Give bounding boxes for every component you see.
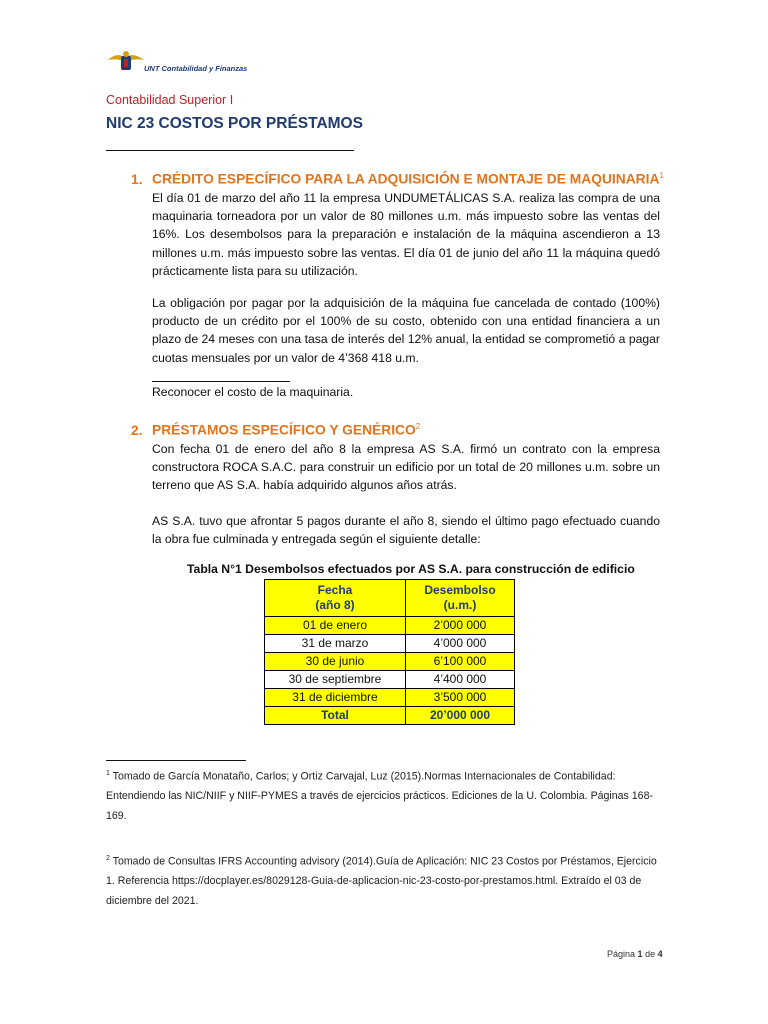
section1-title: CRÉDITO ESPECÍFICO PARA LA ADQUISICIÓN E MONTAJE DE MAQUINARIA — [152, 171, 660, 187]
table-row — [265, 689, 515, 707]
footnote-2-number: 2 — [106, 855, 110, 862]
footnote-1-number: 1 — [106, 770, 110, 777]
table-total-label: Total — [265, 707, 406, 725]
page-number — [607, 949, 663, 959]
column-header-amount-line2: (u.m.) — [443, 598, 477, 612]
table-cell-date: 30 de septiembre — [265, 671, 406, 689]
column-header-date-line1: Fecha — [317, 582, 353, 597]
table-row — [265, 617, 515, 635]
section2-paragraph-1: Con fecha 01 de enero del año 8 la empresa AS S.A. firmó un contrato con la empresa constructora ROCA S.A.C. para construir un edificio por un total de 20 millones u.m. sobre un terreno que AS S.A. había adquirido algunos años atrás. — [152, 442, 660, 493]
section2-heading — [131, 422, 420, 438]
section1-number: 1. — [131, 171, 143, 187]
table-cell-amount: 6’100 000 — [406, 653, 515, 671]
page-of: de — [645, 949, 656, 959]
course-name: Contabilidad Superior I — [106, 93, 234, 107]
column-header-amount — [406, 580, 515, 617]
column-header-amount-line1: Desembolso — [424, 582, 496, 597]
section1-paragraph-2: La obligación por pagar por la adquisición de la máquina fue cancelada de contado (100%) producto de un crédito por el 100% de su costo, obtenido con una entidad financiera a un plazo de 24 meses con una tasa de interés del 12% anual, la entidad se comprometió a pagar cuotas mensuales por un valor de 4’368 418 u.m. — [152, 296, 660, 365]
section1-paragraph-1: El día 01 de marzo del año 11 la empresa UNDUMETÁLICAS S.A. realiza las compra de una maquinaria torneadora por un valor de 80 millones u.m. más impuesto sobre las ventas del 16%. Los desembolsos para la preparación e instalación de la máquina ascendieron a 13 millones u.m. más impuesto sobre las ventas. El día 01 de junio del año 11 la máquina quedó prácticamente lista para su utilización. — [152, 191, 660, 278]
table-cell-amount: 4’000 000 — [406, 635, 515, 653]
table-cell-amount: 3’500 000 — [406, 689, 515, 707]
table-cell-date: 31 de marzo — [265, 635, 406, 653]
table-row — [265, 671, 515, 689]
task-divider — [152, 381, 290, 382]
title-divider — [106, 150, 354, 151]
table-row — [265, 635, 515, 653]
footnote-ref-2[interactable]: 2 — [415, 422, 421, 431]
table-cell-date: 31 de diciembre — [265, 689, 406, 707]
section2-number: 2. — [131, 422, 143, 438]
table-row — [265, 653, 515, 671]
page-word: Página — [607, 949, 636, 959]
university-logo — [106, 48, 256, 78]
footnote-divider — [106, 760, 246, 761]
table-cell-amount: 2’000 000 — [406, 617, 515, 635]
section1-heading — [131, 171, 664, 187]
section2-paragraph-2: AS S.A. tuvo que afrontar 5 pagos durante el año 8, siendo el último pago efectuado cuando la obra fue culminada y entregada según el siguiente detalle: — [152, 514, 660, 547]
table-cell-date: 30 de junio — [265, 653, 406, 671]
column-header-date — [265, 580, 406, 617]
page-current: 1 — [637, 949, 643, 959]
footnote-2 — [106, 849, 668, 911]
column-header-date-line2: (año 8) — [315, 598, 355, 612]
table-header-row — [265, 580, 515, 617]
table-caption: Tabla N°1 Desembolsos efectuados por AS S.A. para construcción de edificio — [187, 562, 635, 576]
page-total: 4 — [657, 949, 663, 959]
disbursement-table — [264, 579, 515, 725]
footnote-1-text: Tomado de García Monataño, Carlos; y Ortiz Carvajal, Luz (2015).Normas Internacionales de Contabilidad: Entendiendo las NIC/NIIF y NIIF-PYMES a través de ejercicios prácticos. Ediciones de la U. Colombia. Páginas 168-169. — [106, 770, 653, 822]
table-cell-amount: 4’400 000 — [406, 671, 515, 689]
section2-title: PRÉSTAMOS ESPECÍFICO Y GENÉRICO — [152, 422, 416, 438]
footnote-1 — [106, 764, 668, 826]
section1-task: Reconocer el costo de la maquinaria. — [152, 385, 354, 399]
crest-icon — [106, 48, 146, 76]
table-total-row — [265, 707, 515, 725]
table-cell-date: 01 de enero — [265, 617, 406, 635]
logo-text: UNT Contabilidad y Finanzas — [144, 64, 248, 73]
footnote-2-text: Tomado de Consultas IFRS Accounting advisory (2014).Guía de Aplicación: NIC 23 Costos por Préstamos, Ejercicio 1. Referencia https://docplayer.es/8029128-Guia-de-aplicacion-nic-23-costo-por-prestamos.html. Extraído el 03 de diciembre del 2021. — [106, 855, 657, 907]
footnote-ref-1[interactable]: 1 — [659, 171, 664, 180]
table-total-value: 20’000 000 — [406, 707, 515, 725]
page-title: NIC 23 COSTOS POR PRÉSTAMOS — [106, 115, 363, 132]
